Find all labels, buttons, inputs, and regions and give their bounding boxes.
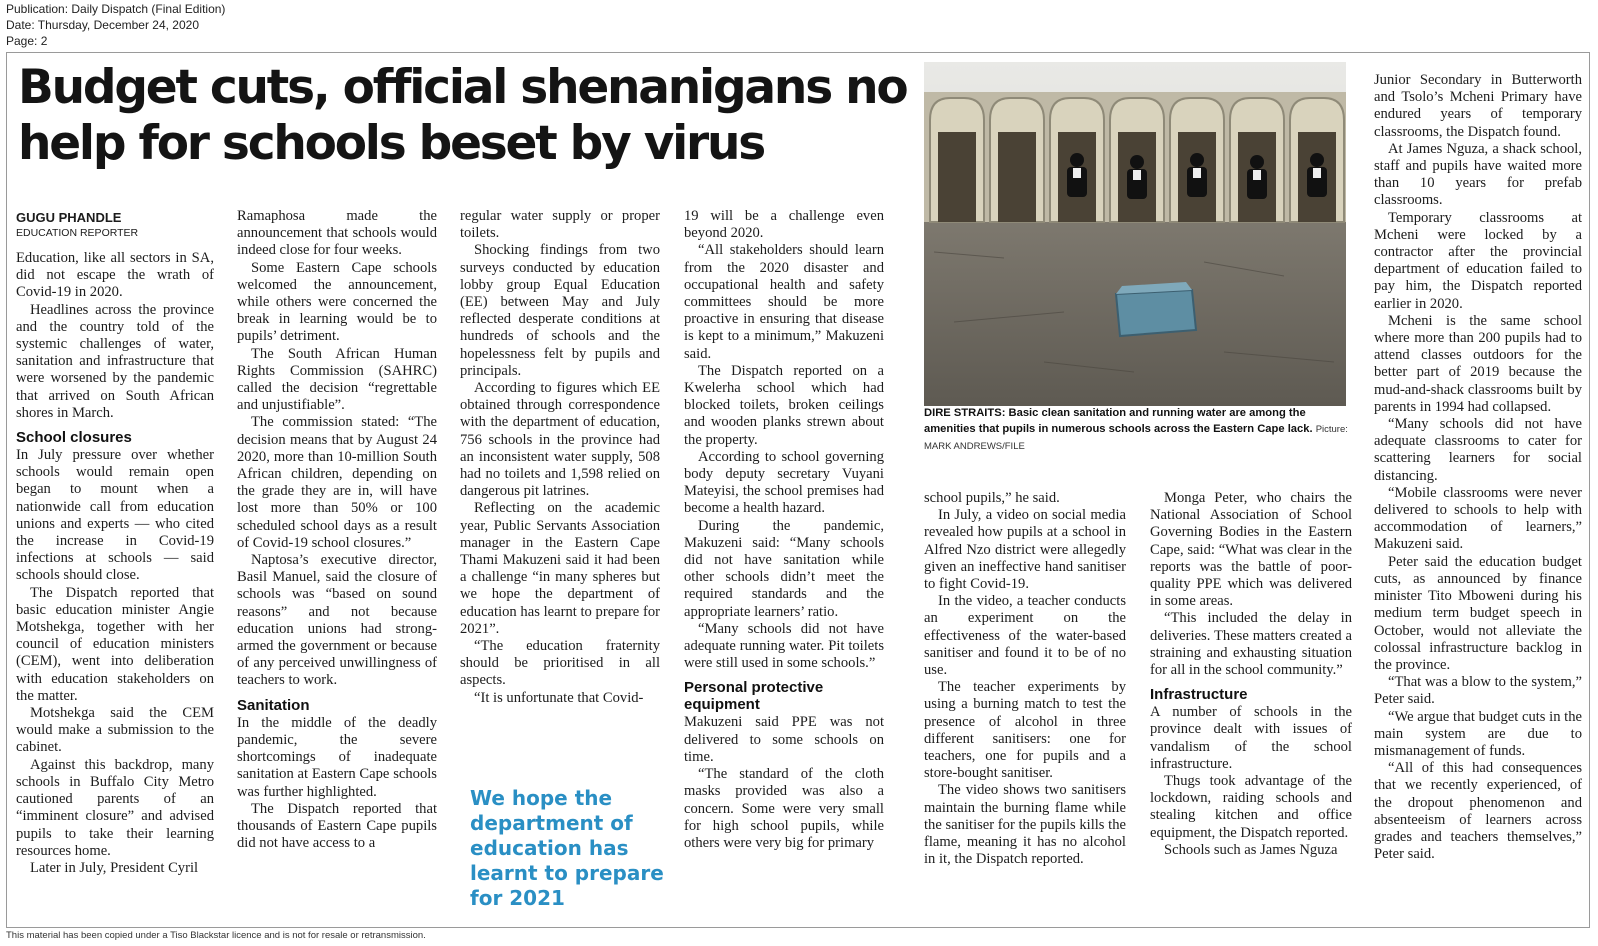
paragraph: The commission stated: “The decision means that by August 24 2020, more than 10-million South African children, depending on the grade they are in, will have lost more than 50% or 100 scheduled school days as a result of Covid-19 school closures.”: [237, 414, 437, 551]
caption-lead: DIRE STRAITS:: [924, 407, 1006, 419]
paragraph: Shocking findings from two surveys conducted by education lobby group Equal Education (EE) between May and July reflected desperate conditions at hundreds of schools and the hopelessness felt by pupils and principals.: [460, 242, 660, 379]
subhead-school-closures: School closures: [16, 429, 132, 447]
paragraph: “This included the delay in deliveries. These matters created a straining and exhausting situation for all in the school community.”: [1150, 610, 1352, 679]
paragraph: “Mobile classrooms were never delivered to schools to help with accommodation of learners,” Makuzeni said.: [1374, 484, 1582, 553]
paragraph: In July, a video on social media revealed how pupils at a school in Alfred Nzo district were allegedly given an ineffective hand sanitiser to fight Covid-19.: [924, 507, 1126, 593]
column-4: [684, 208, 884, 852]
paragraph: According to school governing body deputy secretary Vuyani Mateyisi, the school premises had become a health hazard.: [684, 448, 884, 517]
paragraph: The South African Human Rights Commission (SAHRC) called the decision “regrettable and unjustifiable”.: [237, 345, 437, 414]
paragraph: “Many schools did not have adequate classrooms to cater for scattering learners for social distancing.: [1374, 416, 1582, 484]
paragraph: In the middle of the deadly pandemic, the severe shortcomings of inadequate sanitation at Eastern Cape schools was further highlighted.: [237, 714, 437, 800]
byline-role: EDUCATION REPORTER: [16, 227, 139, 239]
paragraph: “Many schools did not have adequate running water. Pit toilets were still used in some schools.”: [684, 620, 884, 672]
paragraph: Schools such as James Nguza: [1164, 841, 1338, 858]
byline: GUGU PHANDLE: [16, 210, 122, 225]
subhead-infrastructure: Infrastructure: [1150, 686, 1248, 704]
column-7: [1374, 72, 1582, 863]
copyright-footer: This material has been copied under a Tiso Blackstar licence and is not for resale or retransmission.: [6, 930, 426, 941]
paragraph: Motshekga said the CEM would make a submission to the cabinet.: [16, 705, 214, 756]
paragraph: school pupils,” he said.: [924, 490, 1060, 506]
paragraph: Against this backdrop, many schools in Buffalo City Metro cautioned parents of an “imminent closure” and advised pupils to take their learning resources home.: [16, 756, 214, 859]
publication-line: Publication: Daily Dispatch (Final Edition): [6, 2, 226, 16]
paragraph: Reflecting on the academic year, Public Servants Association manager in the Eastern Cape Thami Makuzeni said it had been a challenge “in many spheres but we hope the department of education has learnt to prepare for 2021”.: [460, 500, 660, 637]
paragraph: “It is unfortunate that Covid-: [474, 689, 644, 706]
photo-pupils-in-toilet-stalls: [924, 62, 1346, 406]
paragraph: “All of this had consequences that we recently experienced, of the dropout phenomenon and absenteeism of learners across grades and teachers themselves,” Peter said.: [1374, 760, 1582, 863]
paragraph: According to figures which EE obtained through correspondence with the department of education, 756 schools in the province had an inconsistent water supply, 508 had no toilets and 1,598 relied on dangerous pit latrines.: [460, 380, 660, 500]
paragraph: “That was a blow to the system,” Peter said.: [1374, 674, 1582, 708]
paragraph: “All stakeholders should learn from the 2020 disaster and occupational health and safety committees should be more proactive in ensuring that disease is kept to a minimum,” Makuzeni said.: [684, 242, 884, 362]
paragraph: Some Eastern Cape schools welcomed the announcement, while others were concerned the break in learning would be to pupils’ detriment.: [237, 259, 437, 345]
paragraph: Makuzeni said PPE was not delivered to some schools on time.: [684, 714, 884, 765]
paragraph: Later in July, President Cyril: [30, 859, 199, 876]
paragraph: 19 will be a challenge even beyond 2020.: [684, 208, 884, 242]
paragraph: Junior Secondary in Butterworth and Tsolo’s Mcheni Primary have endured years of temporary classrooms, the Dispatch found.: [1374, 72, 1582, 140]
paragraph: In July pressure over whether schools would remain open began to mount when a nationwide call from education unions and experts — who cited the increase in Covid-19 infections at schools — said schools should close.: [16, 447, 214, 584]
paragraph: Monga Peter, who chairs the National Association of School Governing Bodies in the Eastern Cape, said: “What was clear in the reports was the battle of poor-quality PPE which was delivered in some areas.: [1150, 490, 1352, 610]
paragraph: At James Nguza, a shack school, staff and pupils have waited more than 10 years for prefab classrooms.: [1374, 140, 1582, 209]
paragraph: Headlines across the province and the country told of the systemic challenges of water, sanitation and infrastructure that were worsened by the pandemic that arrived on South African shores in March.: [16, 301, 214, 421]
paragraph: Temporary classrooms at Mcheni were locked by a contractor after the provincial department of education failed to pay him, the Dispatch reported earlier in 2020.: [1374, 209, 1582, 312]
caption-text: Basic clean sanitation and running water are among the amenities that pupils in numerous schools across the Eastern Cape lack.: [924, 407, 1313, 435]
paragraph: “We argue that budget cuts in the main system are due to mismanagement of funds.: [1374, 708, 1582, 759]
paragraph: The Dispatch reported on a Kwelerha school which had blocked toilets, broken ceilings and wooden planks strewn about the property.: [684, 362, 884, 448]
column-6: [1150, 490, 1352, 859]
paragraph: In the video, a teacher conducts an experiment on the effectiveness of the water-based sanitiser and found it to be of no use.: [924, 593, 1126, 679]
column-5: [924, 490, 1126, 868]
headline: Budget cuts, official shenanigans no help for schools beset by virus: [18, 60, 907, 171]
paragraph: The Dispatch reported that thousands of Eastern Cape pupils did not have access to a: [237, 800, 437, 852]
paragraph: A number of schools in the province dealt with issues of vandalism of the school infrastructure.: [1150, 704, 1352, 772]
paragraph: Mcheni is the same school where more than 200 pupils had to attend classes outdoors for the better part of 2019 because the mud-and-shack classrooms built by parents in 1994 had collapsed.: [1374, 312, 1582, 415]
paragraph: Education, like all sectors in SA, did not escape the wrath of Covid-19 in 2020.: [16, 250, 214, 301]
column-2: [237, 208, 437, 852]
paragraph: During the pandemic, Makuzeni said: “Many schools did not have sanitation while other schools didn’t meet the required standards and the appropriate learners’ ratio.: [684, 517, 884, 620]
paragraph: Naptosa’s executive director, Basil Manuel, said the closure of schools was “based on sound reasons” and not because education unions had strong-armed the government or because of any perceived unwillingness of teachers to work.: [237, 552, 437, 689]
photo-credit: Picture: MARK ANDREWS/FILE: [924, 424, 1348, 452]
pull-quote: We hope the department of education has learnt to prepare for 2021: [470, 786, 664, 910]
paragraph: Thugs took advantage of the lockdown, raiding schools and stealing kitchen and office equipment, the Dispatch reported.: [1150, 773, 1352, 841]
paragraph: regular water supply or proper toilets.: [460, 208, 660, 242]
paragraph: Ramaphosa made the announcement that schools would indeed close for four weeks.: [237, 208, 437, 259]
paragraph: Peter said the education budget cuts, as announced by finance minister Tito Mboweni during his medium term budget speech in October, would not alleviate the colossal infrastructure backlog in the province.: [1374, 553, 1582, 673]
paragraph: “The standard of the cloth masks provided was also a concern. Some were very small for high school pupils, while others were very big for primary: [684, 766, 884, 851]
subhead-sanitation: Sanitation: [237, 696, 310, 714]
column-3: [460, 208, 660, 707]
paragraph: The teacher experiments by using a burning match to test the presence of alcohol in three different sanitisers: one for teachers, one for pupils and a store-bought sanitiser.: [924, 679, 1126, 782]
column-1: [16, 206, 214, 877]
page-line: Page: 2: [6, 34, 48, 48]
photo-caption: [924, 405, 1348, 455]
subhead-ppe: Personal protective equipment: [684, 679, 824, 714]
paragraph: The Dispatch reported that basic education minister Angie Motshekga, together with her council of education ministers (CEM), went into deliberation with education stakeholders on the matter.: [16, 584, 214, 704]
date-line: Date: Thursday, December 24, 2020: [6, 18, 199, 32]
paragraph: The video shows two sanitisers maintain the burning flame while the sanitiser for the pupils kills the flame, meaning it has no alcohol in it, the Dispatch reported.: [924, 782, 1126, 868]
paragraph: “The education fraternity should be prioritised in all aspects.: [460, 638, 660, 689]
